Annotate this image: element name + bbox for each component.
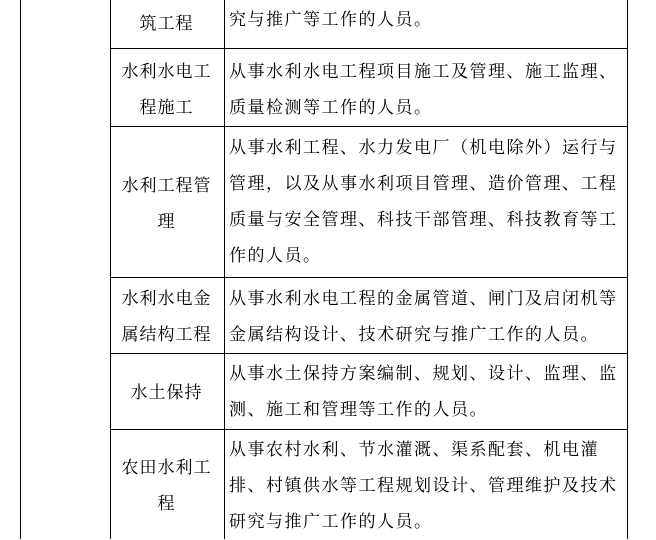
discipline-description: 从事水利水电工程项目施工及管理、施工监理、质量检测等工作的人员。	[229, 62, 618, 118]
discipline-name: 水利水电金属结构工程	[121, 289, 212, 345]
discipline-description: 究与推广等工作的人员。	[229, 10, 433, 30]
row-divider	[110, 277, 628, 278]
discipline-description: 从事水利水电工程的金属管道、闸门及启闭机等金属结构设计、技术研究与推广工作的人员。	[229, 289, 618, 345]
row-divider	[110, 48, 628, 49]
table-row	[110, 356, 627, 429]
discipline-description: 从事水土保持方案编制、规划、设计、监理、监测、施工和管理等工作的人员。	[229, 364, 618, 420]
row-divider	[110, 126, 628, 127]
table-row	[110, 54, 627, 126]
discipline-description: 从事水利工程、水力发电厂（机电除外）运行与管理，以及从事水利项目管理、造价管理、工程质量与安全管理、科技干部管理、科技教育等工作的人员。	[229, 138, 618, 266]
discipline-description: 从事农村水利、节水灌溉、渠系配套、机电灌排、村镇供水等工程规划设计、管理维护及技术研究与推广工作的人员。	[229, 440, 618, 532]
discipline-name: 筑工程	[139, 14, 194, 34]
discipline-name: 水利水电工程施工	[121, 62, 212, 118]
row-divider	[110, 353, 628, 354]
table-left-border	[20, 0, 21, 539]
discipline-name: 农田水利工程	[121, 457, 212, 514]
table-row	[110, 0, 627, 48]
discipline-name: 水利工程管理	[121, 175, 212, 232]
table-row	[110, 130, 627, 277]
table-right-border	[627, 0, 628, 539]
table-row	[110, 432, 627, 539]
table-row	[110, 281, 627, 353]
row-divider	[110, 429, 628, 430]
discipline-name: 水土保持	[130, 382, 203, 403]
